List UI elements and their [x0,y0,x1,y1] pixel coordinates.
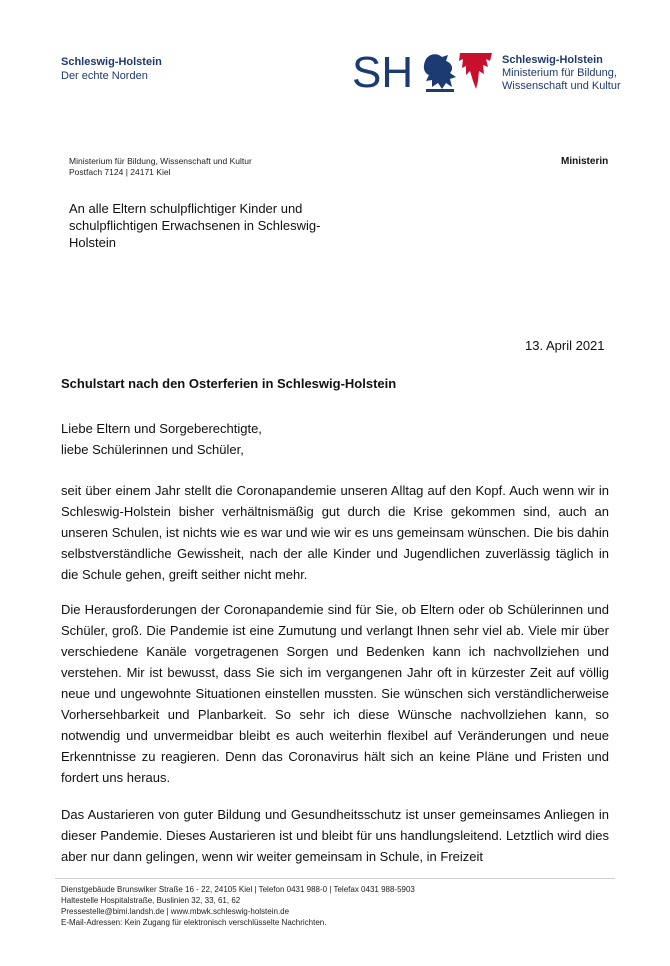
recipient-line-3: Holstein [69,235,116,250]
letter-date: 13. April 2021 [525,338,605,353]
ministry-brand-line1: Ministerium für Bildung, [502,67,617,79]
salutation-line-2: liebe Schülerinnen und Schüler, [61,442,244,457]
lion-icon [424,54,456,92]
letter-footer [61,884,581,928]
sender-line-1: Ministerium für Bildung, Wissenschaft und Kultur [69,156,252,166]
footer-contact-line[interactable]: Pressestelle@bimi.landsh.de | www.mbwk.schleswig-holstein.de [61,907,290,916]
state-brand-block [61,55,162,83]
body-paragraph-3: Das Austarieren von guter Bildung und Gesundheitsschutz ist unser gemeinsames Anliegen in dieser Pandemie. Dieses Austarieren ist und bleibt für uns handlungsleitend. Letztlich wird dies aber nur dann gelingen, wenn wir weiter gemeinsam in Schule, in Freizeit [61,807,609,864]
sender-address [69,156,252,178]
recipient-line-2: schulpflichtigen Erwachsenen in Schleswig- [69,218,321,233]
ministry-brand-title: Schleswig-Holstein [502,54,603,66]
salutation-line-1: Liebe Eltern und Sorgeberechtigte, [61,421,262,436]
footer-email-notice: E-Mail-Adressen: Kein Zugang für elektronisch verschlüsselte Nachrichten. [61,918,327,927]
letter-subject: Schulstart nach den Osterferien in Schleswig-Holstein [61,376,397,391]
recipient-address [69,200,359,251]
salutation [61,418,262,460]
footer-transit-line: Haltestelle Hospitalstraße, Buslinien 32, 33, 61, 62 [61,896,241,905]
nettle-leaf-icon [459,53,492,89]
sender-line-2: Postfach 7124 | 24171 Kiel [69,167,171,177]
state-brand-title: Schleswig-Holstein [61,56,162,68]
footer-address-line: Dienstgebäude Brunswiker Straße 16 - 22, 24105 Kiel | Telefon 0431 988-0 | Telefax 0431 988-5903 [61,885,415,894]
sender-role: Ministerin [561,156,609,167]
ministry-logo [352,47,492,95]
ministry-brand-block [502,54,621,93]
state-brand-tagline: Der echte Norden [61,70,148,82]
body-paragraph-1: seit über einem Jahr stellt die Coronapandemie unseren Alltag auf den Kopf. Auch wenn wir in Schleswig-Holstein bisher verhältnismäßig gut durch die Krise gekommen sind, auch an unseren Schulen, ist nichts wie es war und wie wir es uns gemeinsam wünschen. Die bis dahin selbstverständliche Gewissheit, nach der alle Kinder und Jugendlichen zuverlässig täglich in die Schule gehen, greift seither nicht mehr. [61,483,609,582]
ministry-brand-line2: Wissenschaft und Kultur [502,80,621,92]
recipient-line-1: An alle Eltern schulpflichtiger Kinder und [69,201,303,216]
sh-logo-letters: SH [352,48,414,95]
body-paragraph-2: Die Herausforderungen der Coronapandemie sind für Sie, ob Eltern oder ob Schülerinnen und Schüler, groß. Die Pandemie ist eine Zumutung und verlangt Ihnen sehr viel ab. Viele mir über verschiedene Kanäle vorgetragenen Sorgen und Bedenken kann ich nachvollziehen und verstehen. Mir ist bewusst, dass Sie sich im vergangenen Jahr oft in kürzester Zeit auf völlig neue und ungewohnte Situationen einstellen mussten. Sie wünschen sich verständlicherweise Vorhersehbarkeit und Planbarkeit. So sehr ich diese Wünsche nachvollziehen kann, so notwendig und unvermeidbar bleibt es auch weiterhin flexibel auf Veränderungen und neue Erkenntnisse zu reagieren. Denn das Coronavirus hält sich an keine Pläne und Fristen und fordert uns heraus. [61,602,609,785]
footer-divider [55,878,615,879]
